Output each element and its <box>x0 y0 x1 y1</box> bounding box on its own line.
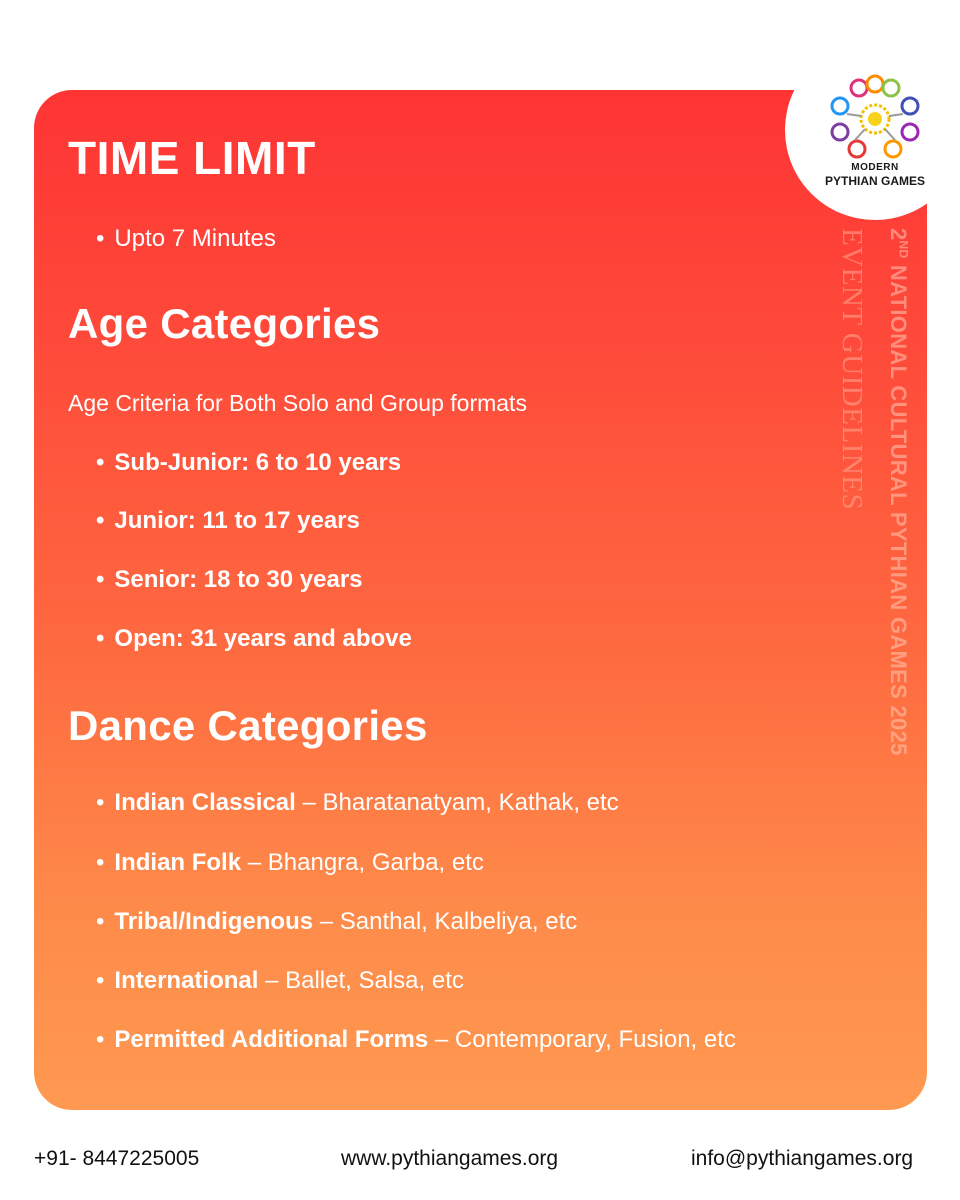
dance-item-international: • International – Ballet, Salsa, etc <box>96 967 464 994</box>
dance-item-additional-forms: • Permitted Additional Forms – Contemporary, Fusion, etc <box>96 1026 736 1053</box>
time-limit-item: • Upto 7 Minutes <box>96 225 276 252</box>
bullet-icon: • <box>96 225 105 252</box>
bullet-icon: • <box>96 1026 105 1053</box>
bullet-icon: • <box>96 449 105 476</box>
dance-categories-heading: Dance Categories <box>68 702 428 749</box>
age-item-senior: • Senior: 18 to 30 years <box>96 566 363 593</box>
logo-line1: MODERN <box>851 162 899 173</box>
dance-item-indian-folk: • Indian Folk – Bhangra, Garba, etc <box>96 849 484 876</box>
footer-phone[interactable]: +91- 8447225005 <box>34 1147 200 1170</box>
event-title-vertical: 2ND NATIONAL CULTURAL PYTHIAN GAMES 2025 <box>886 228 911 756</box>
bullet-icon: • <box>96 967 105 994</box>
bullet-icon: • <box>96 566 105 593</box>
bullet-icon: • <box>96 507 105 534</box>
bullet-icon: • <box>96 789 105 816</box>
event-subtitle-vertical: EVENT GUIDELINES <box>836 228 868 511</box>
age-item-junior: • Junior: 11 to 17 years <box>96 507 360 534</box>
bullet-icon: • <box>96 849 105 876</box>
pythian-logo-icon <box>825 74 925 164</box>
bullet-icon: • <box>96 625 105 652</box>
time-limit-heading: TIME LIMIT <box>68 132 316 184</box>
footer-email-link[interactable]: info@pythiangames.org <box>691 1147 914 1170</box>
dance-item-indian-classical: • Indian Classical – Bharatanatyam, Kathak, etc <box>96 789 619 816</box>
age-item-open: • Open: 31 years and above <box>96 625 412 652</box>
logo-line2: PYTHIAN GAMES <box>824 174 925 188</box>
age-item-sub-junior: • Sub-Junior: 6 to 10 years <box>96 449 402 476</box>
footer-website-link[interactable]: www.pythiangames.org <box>341 1147 559 1170</box>
bullet-icon: • <box>96 908 105 935</box>
dance-item-tribal: • Tribal/Indigenous – Santhal, Kalbeliya, etc <box>96 908 578 935</box>
age-criteria-text: Age Criteria for Both Solo and Group formats <box>68 390 527 416</box>
logo-badge <box>785 40 960 220</box>
age-categories-heading: Age Categories <box>68 300 381 347</box>
